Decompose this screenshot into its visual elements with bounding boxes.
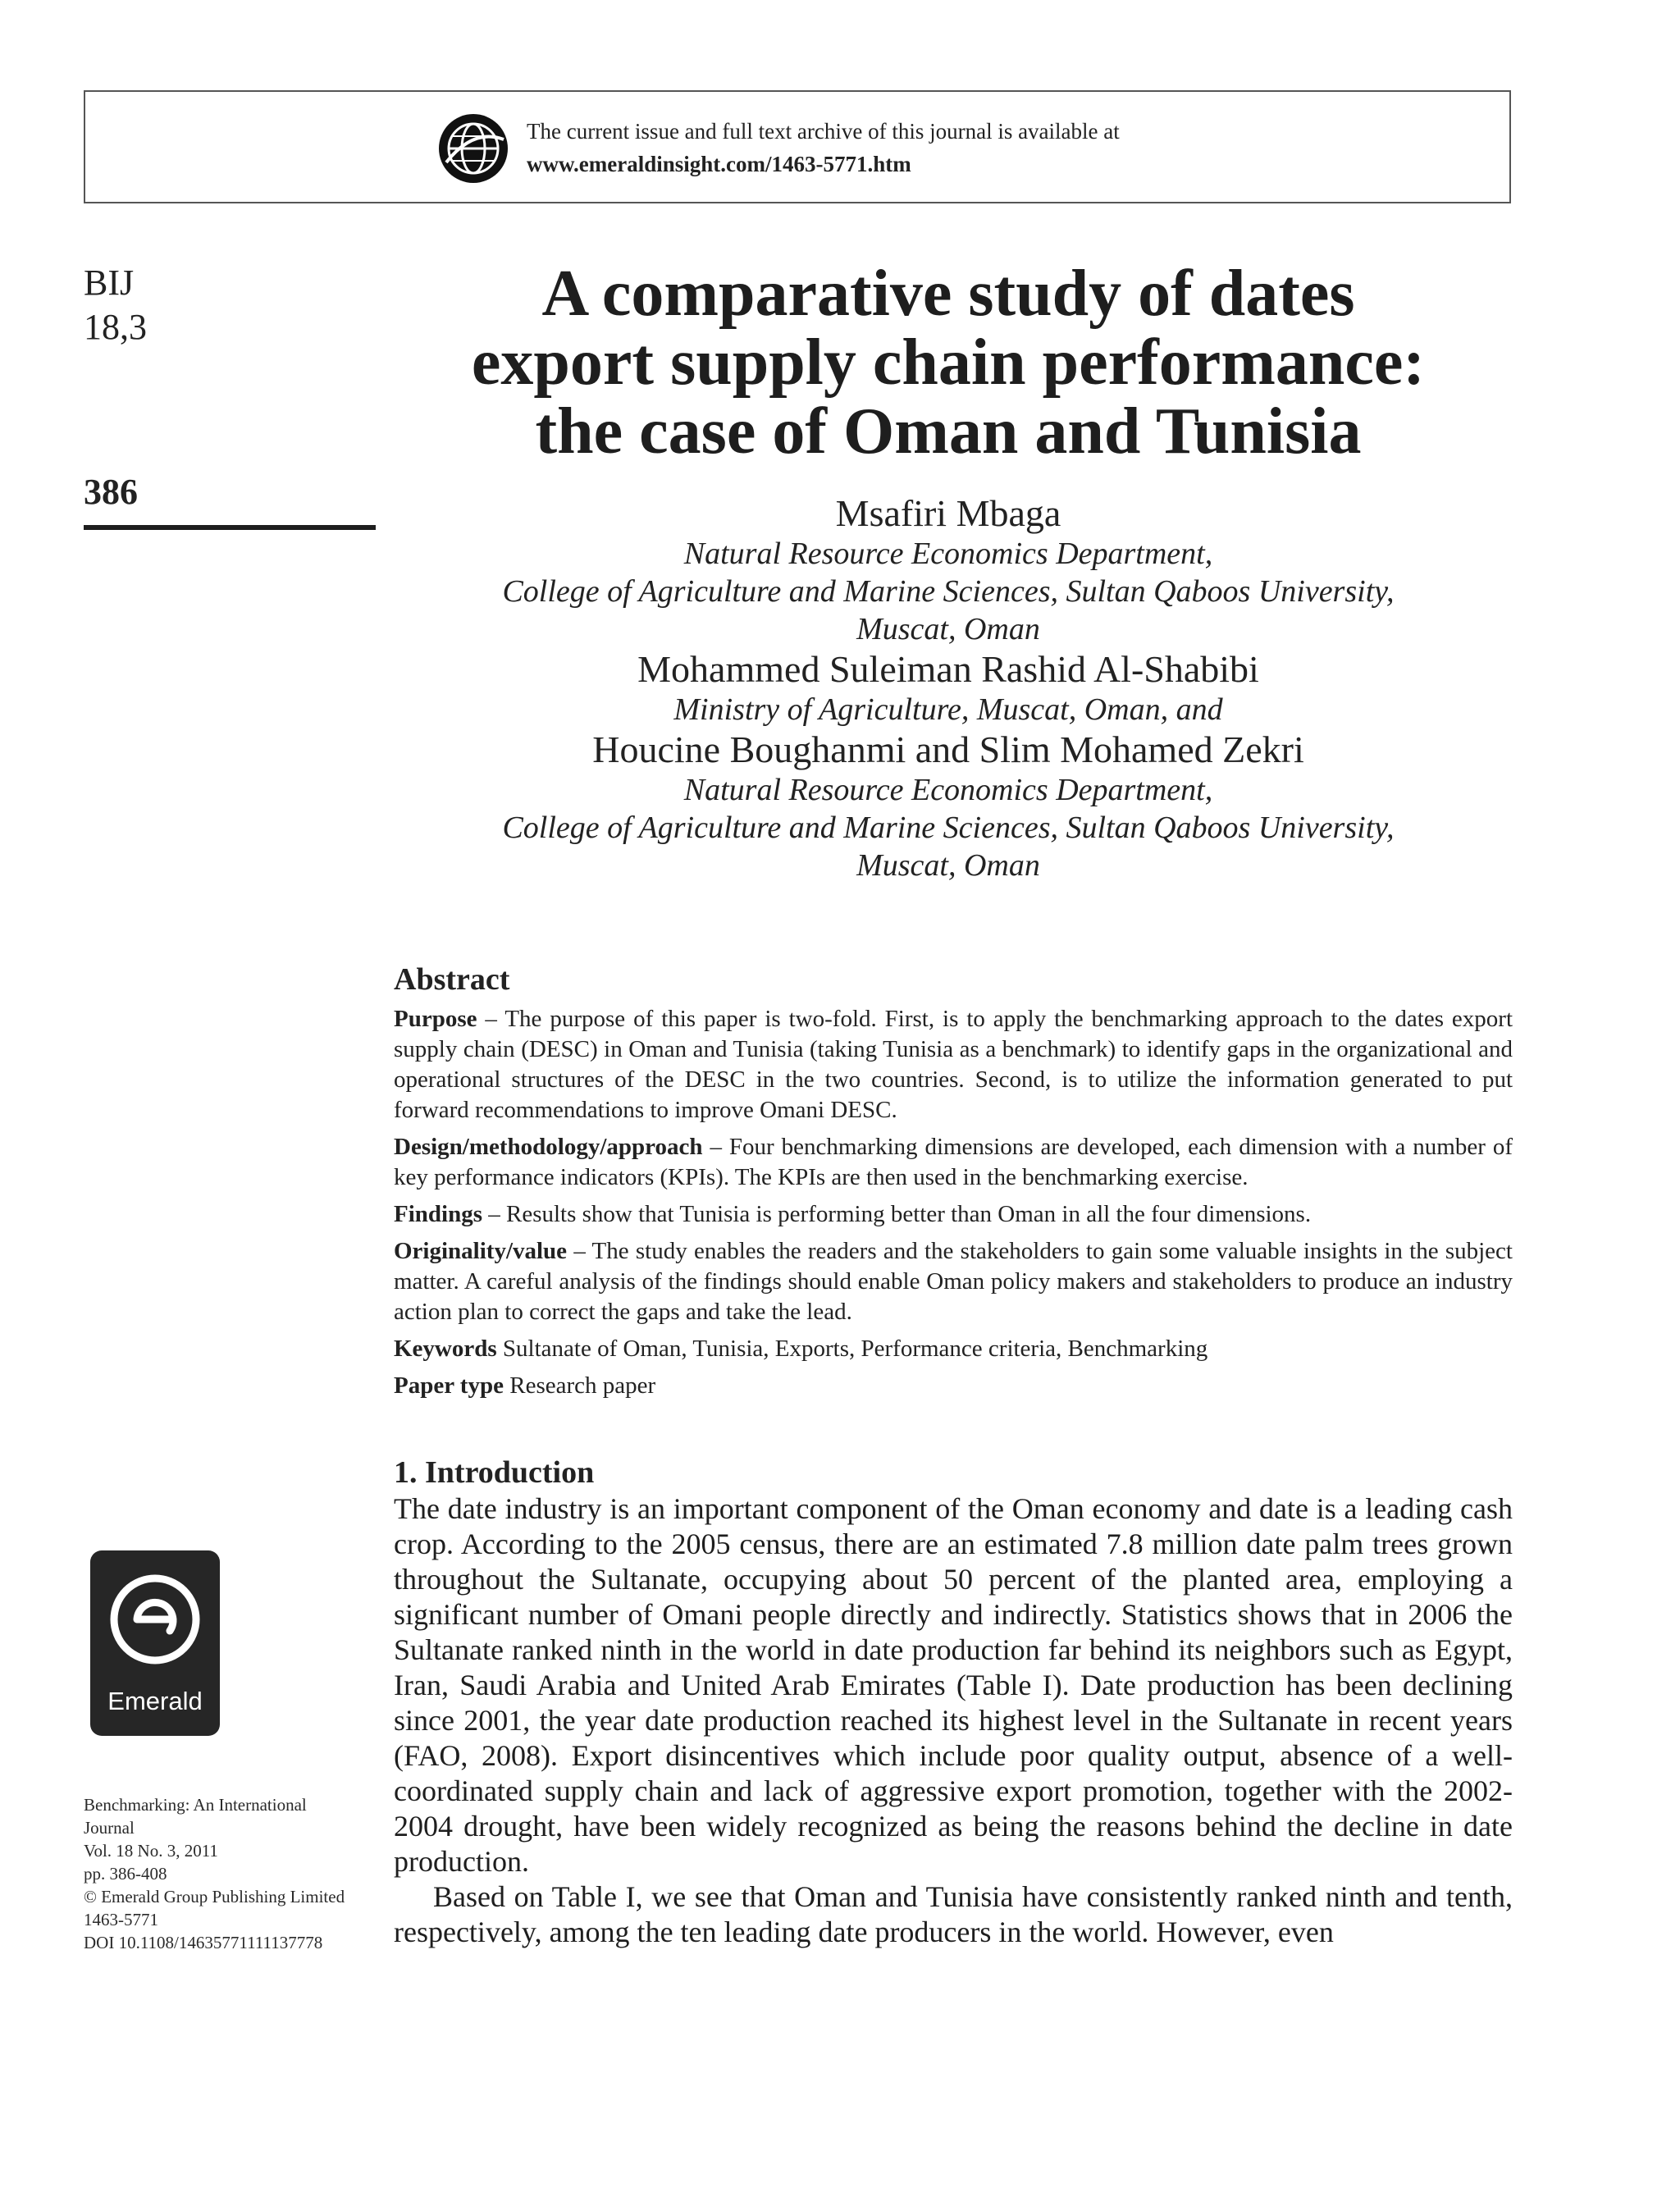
author-affiliation: Muscat, Oman [856,612,1040,646]
abstract-section [394,961,1513,1408]
author-affiliation: Ministry of Agriculture, Muscat, Oman, and [673,692,1223,727]
abstract-findings [394,1199,1513,1230]
keywords-label: Keywords [394,1336,497,1362]
journal-abbr-text: BIJ [84,263,135,303]
title-line: export supply chain performance: [471,326,1426,399]
journal-abbreviation [84,261,147,349]
originality-label: Originality/value [394,1238,568,1264]
author-list [386,492,1511,884]
design-label: Design/methodology/approach [394,1134,703,1160]
keywords-text: Sultanate of Oman, Tunisia, Exports, Performance criteria, Benchmarking [496,1336,1208,1362]
meta-line: pp. 386-408 [84,1864,167,1884]
author-affiliation: Muscat, Oman [856,848,1040,883]
abstract-paper-type [394,1371,1513,1401]
paper-title [386,259,1511,466]
meta-line: Benchmarking: An International [84,1795,307,1815]
banner-line: The current issue and full text archive of this journal is available at [527,119,1120,144]
journal-url-link[interactable]: www.emeraldinsight.com/1463-5771.htm [527,152,911,176]
author-affiliation: Natural Resource Economics Department, [683,773,1213,807]
title-line: the case of Oman and Tunisia [535,395,1362,468]
globe-logo-icon [436,112,510,185]
body-paragraph: Based on Table I, we see that Oman and Tunisia have consistently ranked ninth and tenth, respectively, among the ten leading date producers in the world. However, even [394,1880,1513,1948]
archive-banner [84,90,1511,203]
findings-label: Findings [394,1201,482,1227]
body-paragraph: The date industry is an important component of the Oman economy and date is a leading cash crop. According to the 2005 census, there are an estimated 7.8 million date palm trees grown throughout the Sultanate, occupying about 50 percent of the planted area, employing a significant number of Omani people directly and indirectly. Statistics shows that in 2006 the Sultanate ranked ninth in the world in date production far behind its neighbors such as Egypt, Iran, Saudi Arabia and United Arab Emirates (Table I). Date production has been declining since 2001, the year date production reached its highest level in the Sultanate in recent years (FAO, 2008). Export disincentives which include poor quality output, absence of a well-coordinated supply chain and lack of aggressive export promotion, together with the 2002-2004 drought, have been widely recognized as being the reasons behind the decline in date production. [394,1492,1513,1878]
abstract-design [394,1132,1513,1193]
abstract-originality [394,1236,1513,1327]
banner-text [527,115,1120,180]
emerald-wordmark: Emerald [107,1687,203,1715]
author-affiliation: Natural Resource Economics Department, [683,537,1213,571]
findings-text: – Results show that Tunisia is performing better than Oman in all the four dimensions. [482,1201,1312,1227]
introduction-section [394,1454,1513,1950]
originality-text: – The study enables the readers and the stakeholders to gain some valuable insights in the subject matter. A careful analysis of the findings should enable Oman policy makers and stakeholders to produce an industry action plan to correct the gaps and take the lead. [394,1238,1513,1325]
page-number: 386 [84,472,138,512]
author-name: Msafiri Mbaga [835,492,1061,534]
journal-citation [84,1793,387,1954]
paper-type-text: Research paper [503,1372,656,1399]
meta-line: 1463-5771 [84,1910,158,1929]
meta-line: Journal [84,1818,135,1838]
introduction-heading: 1. Introduction [394,1455,595,1490]
emerald-logo [90,1550,220,1736]
author-affiliation: College of Agriculture and Marine Sciences, Sultan Qaboos University, [502,574,1395,609]
purpose-label: Purpose [394,1006,477,1032]
margin-divider [84,525,376,530]
meta-line: © Emerald Group Publishing Limited [84,1887,345,1906]
doi-line: DOI 10.1108/14635771111137778 [84,1933,323,1952]
volume-issue: 18,3 [84,307,147,347]
purpose-text: – The purpose of this paper is two-fold. First, is to apply the benchmarking approach to the dates export supply chain (DESC) in Oman and Tunisia (taking Tunisia as a benchmark) to identify gaps in the organizational and operational structures of the DESC in the two countries. Second, is to utilize the information generated to put forward recommendations to improve Omani DESC. [394,1006,1513,1123]
abstract-heading: Abstract [394,962,510,997]
author-affiliation: College of Agriculture and Marine Sciences, Sultan Qaboos University, [502,811,1395,845]
abstract-purpose [394,1004,1513,1126]
title-line: A comparative study of dates [541,258,1355,330]
emerald-swirl-icon [90,1550,220,1690]
author-name: Houcine Boughanmi and Slim Mohamed Zekri [592,728,1304,770]
abstract-keywords [394,1334,1513,1364]
meta-line: Vol. 18 No. 3, 2011 [84,1841,218,1861]
paper-type-label: Paper type [394,1372,504,1399]
design-text: – Four benchmarking dimensions are developed, each dimension with a number of key performance indicators (KPIs). The KPIs are then used in the benchmarking exercise. [394,1134,1513,1190]
author-name: Mohammed Suleiman Rashid Al-Shabibi [637,648,1259,690]
